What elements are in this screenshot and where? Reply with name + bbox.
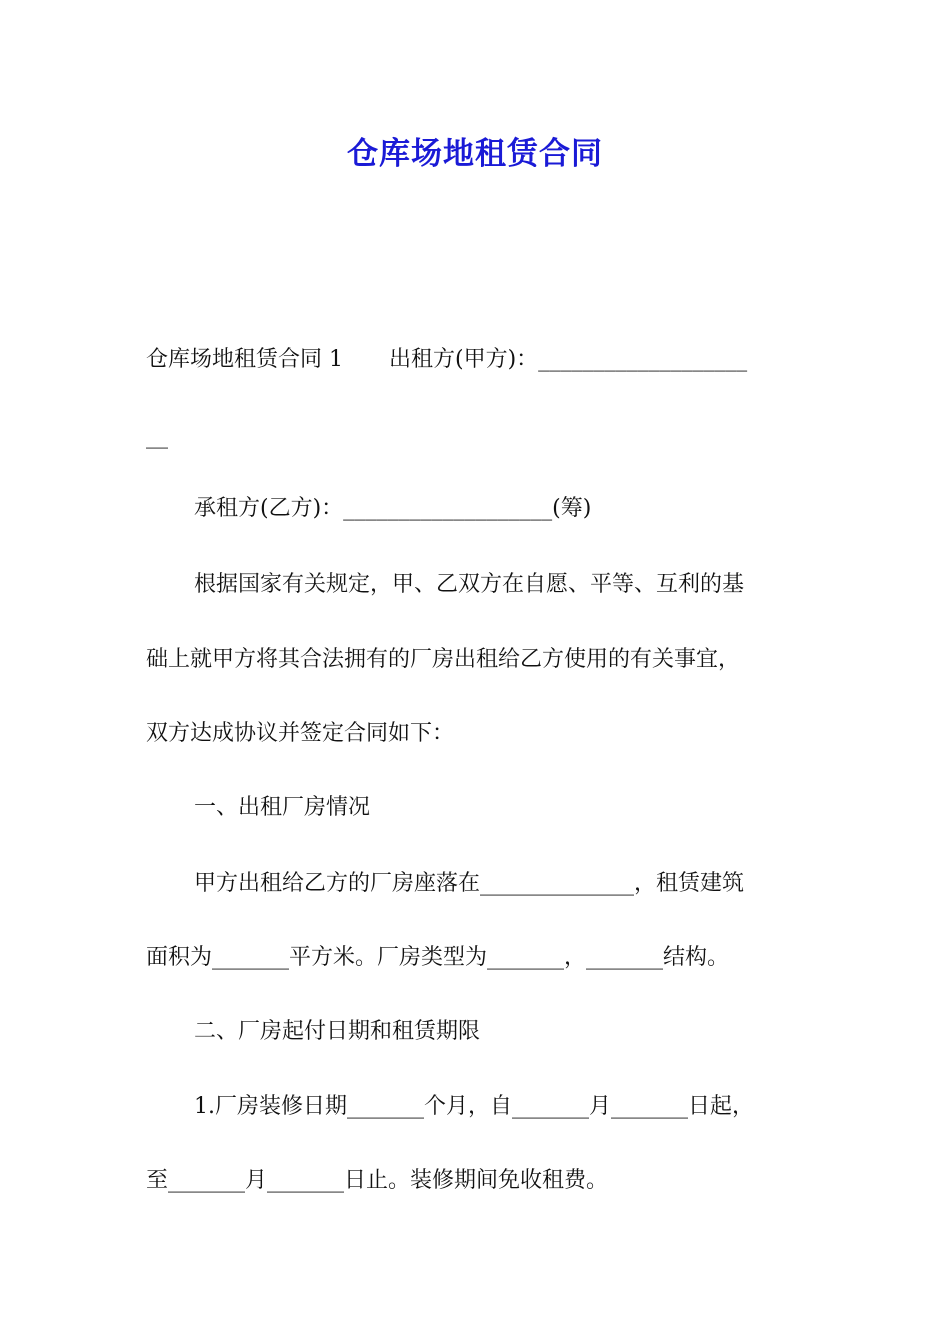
clause-1-line-2: 至_______月_______日止。装修期间免收租费。 <box>146 1168 609 1193</box>
paragraph-factory-location-line-2: 面积为_______平方米。厂房类型为_______，_______结构。 <box>146 945 730 970</box>
paragraph-factory-location-line-1: 甲方出租给乙方的厂房座落在______________，租赁建筑 <box>194 871 745 896</box>
lessee-field: 承租方(乙方)：___________________(筹) <box>194 496 592 521</box>
paragraph-preamble-line-2: 础上就甲方将其合法拥有的厂房出租给乙方使用的有关事宜， <box>146 647 741 672</box>
section-heading-2: 二、厂房起付日期和租赁期限 <box>194 1019 481 1044</box>
document-title: 仓库场地租赁合同 <box>347 136 603 172</box>
section-heading-1: 一、出租厂房情况 <box>194 795 371 820</box>
paragraph-preamble-line-3: 双方达成协议并签定合同如下： <box>146 721 455 746</box>
contract-header-line <box>146 345 806 375</box>
clause-1-line-1: 1.厂房装修日期_______个月，自_______月_______日起， <box>194 1094 754 1119</box>
paragraph-preamble-line-1: 根据国家有关规定，甲、乙双方在自愿、平等、互利的基 <box>194 572 745 597</box>
lessor-field-continuation: __ <box>146 424 168 449</box>
lessor-field: 出租方(甲方)：___________________ <box>389 347 748 372</box>
contract-number-label: 仓库场地租赁合同 1 <box>146 347 343 372</box>
